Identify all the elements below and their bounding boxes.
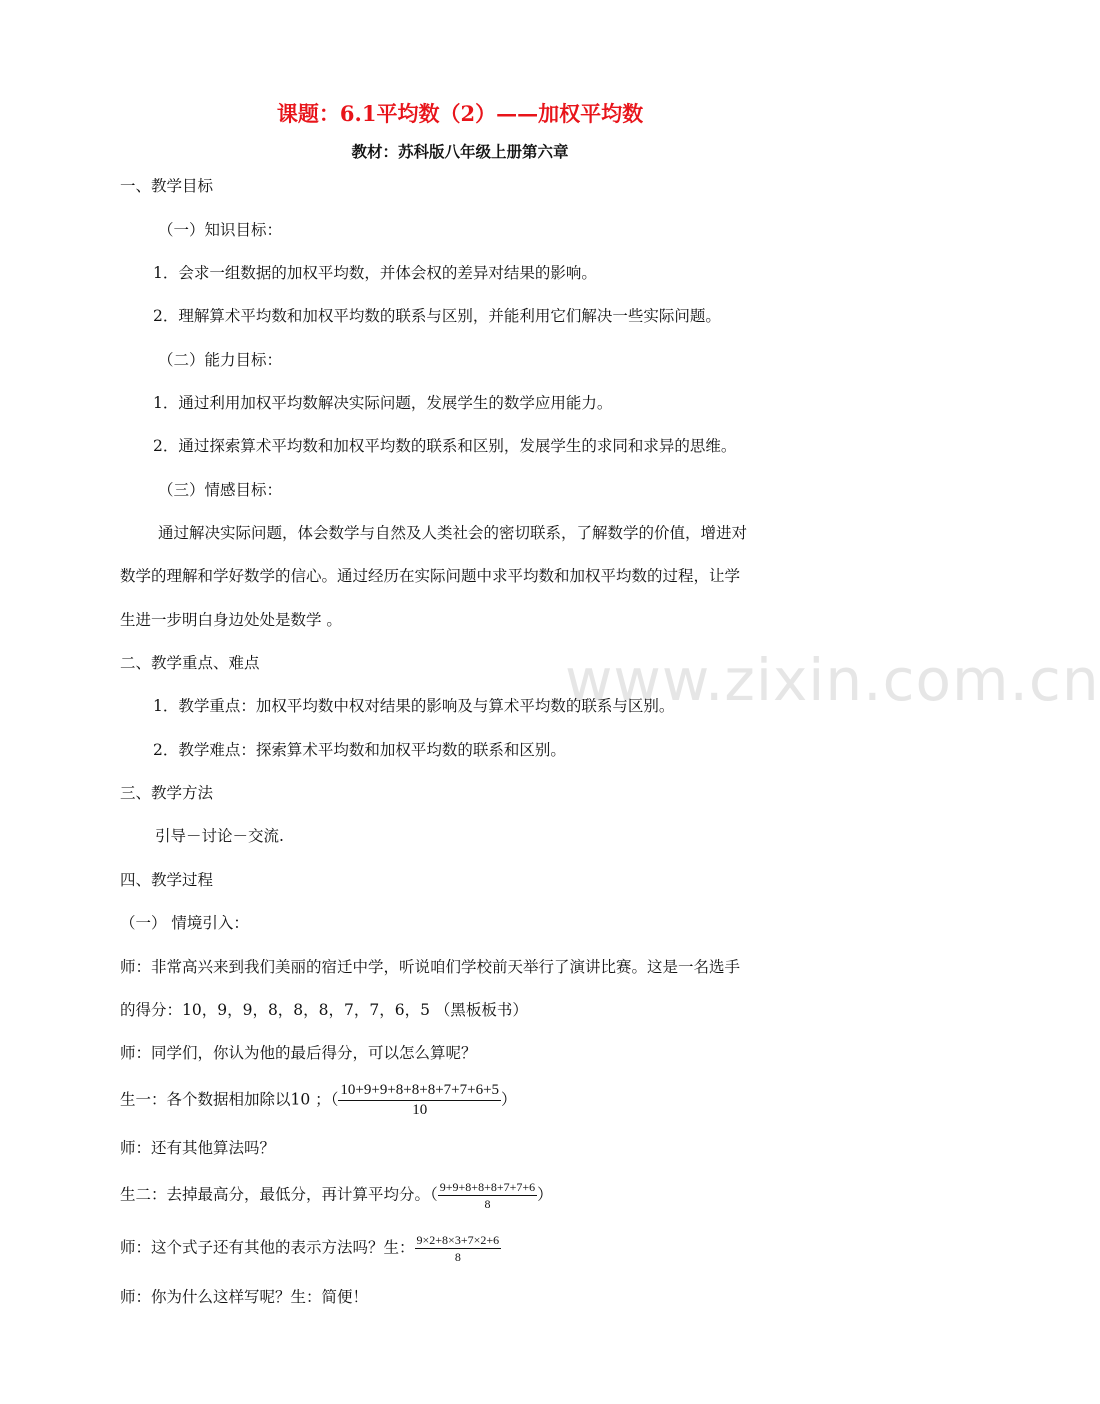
fraction-formula-2 xyxy=(438,1180,537,1211)
paragraph-line: 2．通过探索算术平均数和加权平均数的联系和区别，发展学生的求同和求异的思维。 xyxy=(153,437,737,455)
dialogue-line-formula-2 xyxy=(120,1180,553,1211)
document-title: 课题：6.1平均数（2）——加权平均数 xyxy=(276,101,644,126)
dialogue-text: 生一：各个数据相加除以10 ；（ xyxy=(120,1090,339,1109)
paragraph-line: 师：你为什么这样写呢？生：简便！ xyxy=(120,1288,369,1306)
fraction-formula-1 xyxy=(338,1082,501,1119)
paragraph-line: 1．教学重点：加权平均数中权对结果的影响及与算术平均数的联系与区别。 xyxy=(153,697,675,715)
fraction-denominator: 8 xyxy=(454,1250,461,1264)
fraction-numerator: 10+9+9+8+8+8+7+7+6+5 xyxy=(338,1082,501,1101)
section-heading-process: 四、教学过程 xyxy=(120,871,214,889)
subheading-knowledge: （一）知识目标： xyxy=(158,221,283,239)
paragraph-line: 的得分：10，9，9，8，8，8，7，7，6，5 （黑板板书） xyxy=(120,1001,528,1019)
dialogue-text: 生二：去掉最高分，最低分，再计算平均分。（ xyxy=(120,1185,438,1204)
dialogue-line-formula-1 xyxy=(120,1082,517,1119)
fraction-numerator: 9×2+8×3+7×2+6 xyxy=(416,1233,500,1247)
paragraph-line: 1．会求一组数据的加权平均数，并体会权的差异对结果的影响。 xyxy=(153,264,597,282)
paragraph-line: 2．教学难点：探索算术平均数和加权平均数的联系和区别。 xyxy=(153,741,566,759)
paragraph-line: 通过解决实际问题，体会数学与自然及人类社会的密切联系，了解数学的价值，增进对 xyxy=(158,524,748,542)
dialogue-text: ） xyxy=(501,1090,517,1109)
section-heading-methods: 三、教学方法 xyxy=(120,784,214,802)
document-subtitle: 教材：苏科版八年级上册第六章 xyxy=(351,142,569,161)
subheading-intro: （一） 情境引入： xyxy=(120,914,249,932)
paragraph-line: 生进一步明白身边处处是数学 。 xyxy=(120,611,342,629)
fraction-denominator: 10 xyxy=(412,1102,428,1118)
section-heading-objectives: 一、教学目标 xyxy=(120,177,214,195)
paragraph-line: 引导－讨论－交流. xyxy=(155,827,284,845)
paragraph-line: 数学的理解和学好数学的信心。通过经历在实际问题中求平均数和加权平均数的过程，让学 xyxy=(120,567,741,585)
fraction-numerator: 9+9+8+8+8+7+7+6 xyxy=(439,1180,536,1194)
fraction-denominator: 8 xyxy=(484,1197,491,1211)
paragraph-line: 师：还有其他算法吗？ xyxy=(120,1139,276,1157)
subheading-ability: （二）能力目标： xyxy=(158,351,283,369)
paragraph-line: 师：非常高兴来到我们美丽的宿迁中学，听说咱们学校前天举行了演讲比赛。这是一名选手 xyxy=(120,958,741,976)
dialogue-text: 师：这个式子还有其他的表示方法吗？生： xyxy=(120,1238,415,1257)
paragraph-line: 2．理解算术平均数和加权平均数的联系与区别，并能利用它们解决一些实际问题。 xyxy=(153,307,721,325)
watermark: www.zixin.com.cn xyxy=(565,646,1100,714)
paragraph-line: 1．通过利用加权平均数解决实际问题，发展学生的数学应用能力。 xyxy=(153,394,613,412)
fraction-formula-3 xyxy=(415,1233,502,1264)
section-heading-key-points: 二、教学重点、难点 xyxy=(120,654,260,672)
subheading-emotion: （三）情感目标： xyxy=(158,481,283,499)
dialogue-text: ） xyxy=(537,1185,553,1204)
paragraph-line: 师：同学们，你认为他的最后得分，可以怎么算呢？ xyxy=(120,1044,477,1062)
dialogue-line-formula-3 xyxy=(120,1233,501,1264)
